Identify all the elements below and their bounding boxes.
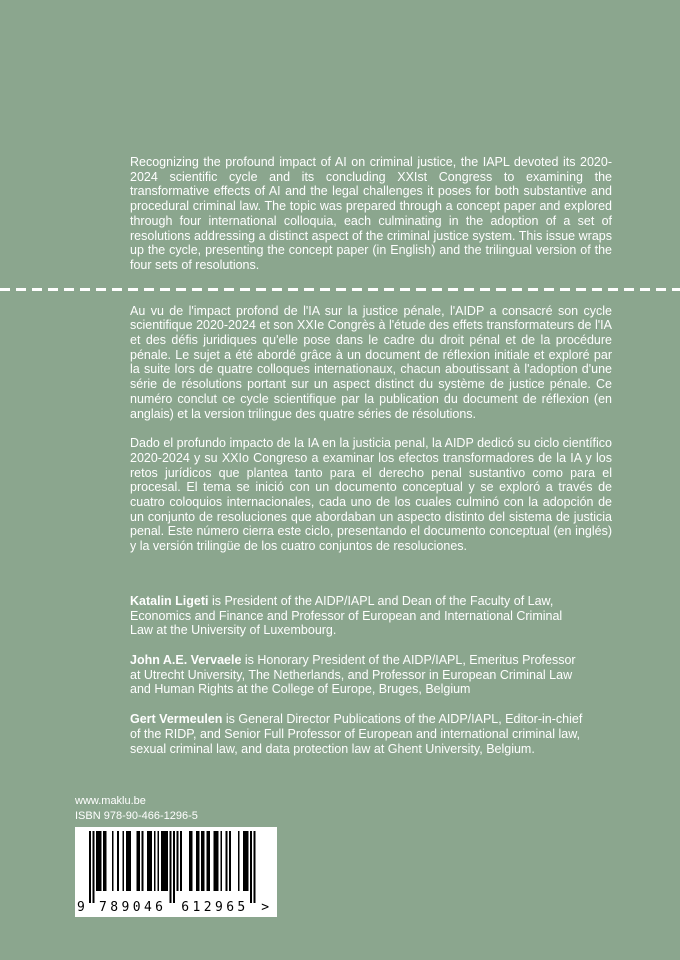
author-name: John A.E. Vervaele (130, 652, 242, 667)
author-bios (0, 594, 680, 756)
author-bio-text: is President of the AIDP/IAPL and Dean of the Faculty of Law, Economics and Finance and Professor of European and International Criminal Law at the University of Luxembourg. (130, 593, 563, 638)
paragraph-french: Au vu de l'impact profond de l'IA sur la justice pénale, l'AIDP a consacré son cycle scientifique 2020-2024 et son XXIe Congrès à l'étude des effets transformateurs de l'IA et des défis juridiques qu'elle pose dans le cadre du droit pénal et de la procédure pénale. Le sujet a été abordé grâce à un document de réflexion initiale et exploré par la suite lors de quatre colloques internationaux, chacun aboutissant à l'adoption d'une série de résolutions portant sur un aspect distinct du système de justice pénale. Ce numéro conclut ce cycle scientifique par la publication du document de réflexion (en anglais) et la version trilingue des quatre séries de résolutions. (130, 303, 612, 421)
author-bio-vervaele (130, 653, 585, 697)
author-bio-text: is Honorary President of the AIDP/IAPL, Emeritus Professor at Utrecht University, The Netherlands, and Professor in European Criminal Law and Human Rights at the College of Europe, Bruges, Belgium (130, 652, 576, 697)
author-bio-text: is General Director Publications of the AIDP/IAPL, Editor-in-chief of the RIDP, and Senior Full Professor of European and international criminal law, sexual criminal law, and data protection law at Ghent University, Belgium. (130, 712, 583, 756)
svg-text:>: > (261, 900, 270, 915)
svg-text:789046: 789046 (99, 900, 163, 915)
svg-text:9: 9 (77, 900, 85, 915)
svg-text:612965: 612965 (181, 900, 246, 915)
author-bio-ligeti (130, 594, 585, 638)
publisher-website: www.maklu.be (75, 795, 146, 807)
dashed-divider (0, 288, 680, 291)
paragraph-english: Recognizing the profound impact of AI on criminal justice, the IAPL devoted its 2020-2024 scientific cycle and its concluding XXIst Congress to examining the transformative effects of AI and the legal challenges it poses for both substantive and procedural criminal law. The topic was prepared through a concept paper and explored through four international colloquia, each culminating in the adoption of a set of resolutions addressing a distinct aspect of the criminal justice system. This issue wraps up the cycle, presenting the concept paper (in English) and the trilingual version of the four sets of resolutions. (130, 155, 612, 272)
isbn-text: ISBN 978-90-466-1296-5 (75, 810, 198, 822)
barcode-svg (75, 827, 277, 917)
author-name: Gert Vermeulen (130, 712, 223, 727)
paragraph-spanish: Dado el profundo impacto de la IA en la justicia penal, la AIDP dedicó su ciclo científico 2020-2024 y su XXIo Congreso a examinar los efectos transformadores de la IA y los retos jurídicos que plantea tanto para el derecho penal sustantivo como para el procesal. El tema se inició con un documento conceptual y se exploró a través de cuatro coloquios internacionales, cada uno de los cuales culminó con la adopción de un conjunto de resoluciones que abordaban un aspecto distinto del sistema de justicia penal. Este número cierra este ciclo, presentando el documento conceptual (en inglés) y la versión trilingüe de los cuatro conjuntos de resoluciones. (130, 436, 612, 554)
author-name: Katalin Ligeti (130, 593, 209, 608)
footer (75, 795, 277, 917)
barcode (75, 827, 277, 917)
author-bio-vermeulen (130, 712, 585, 756)
